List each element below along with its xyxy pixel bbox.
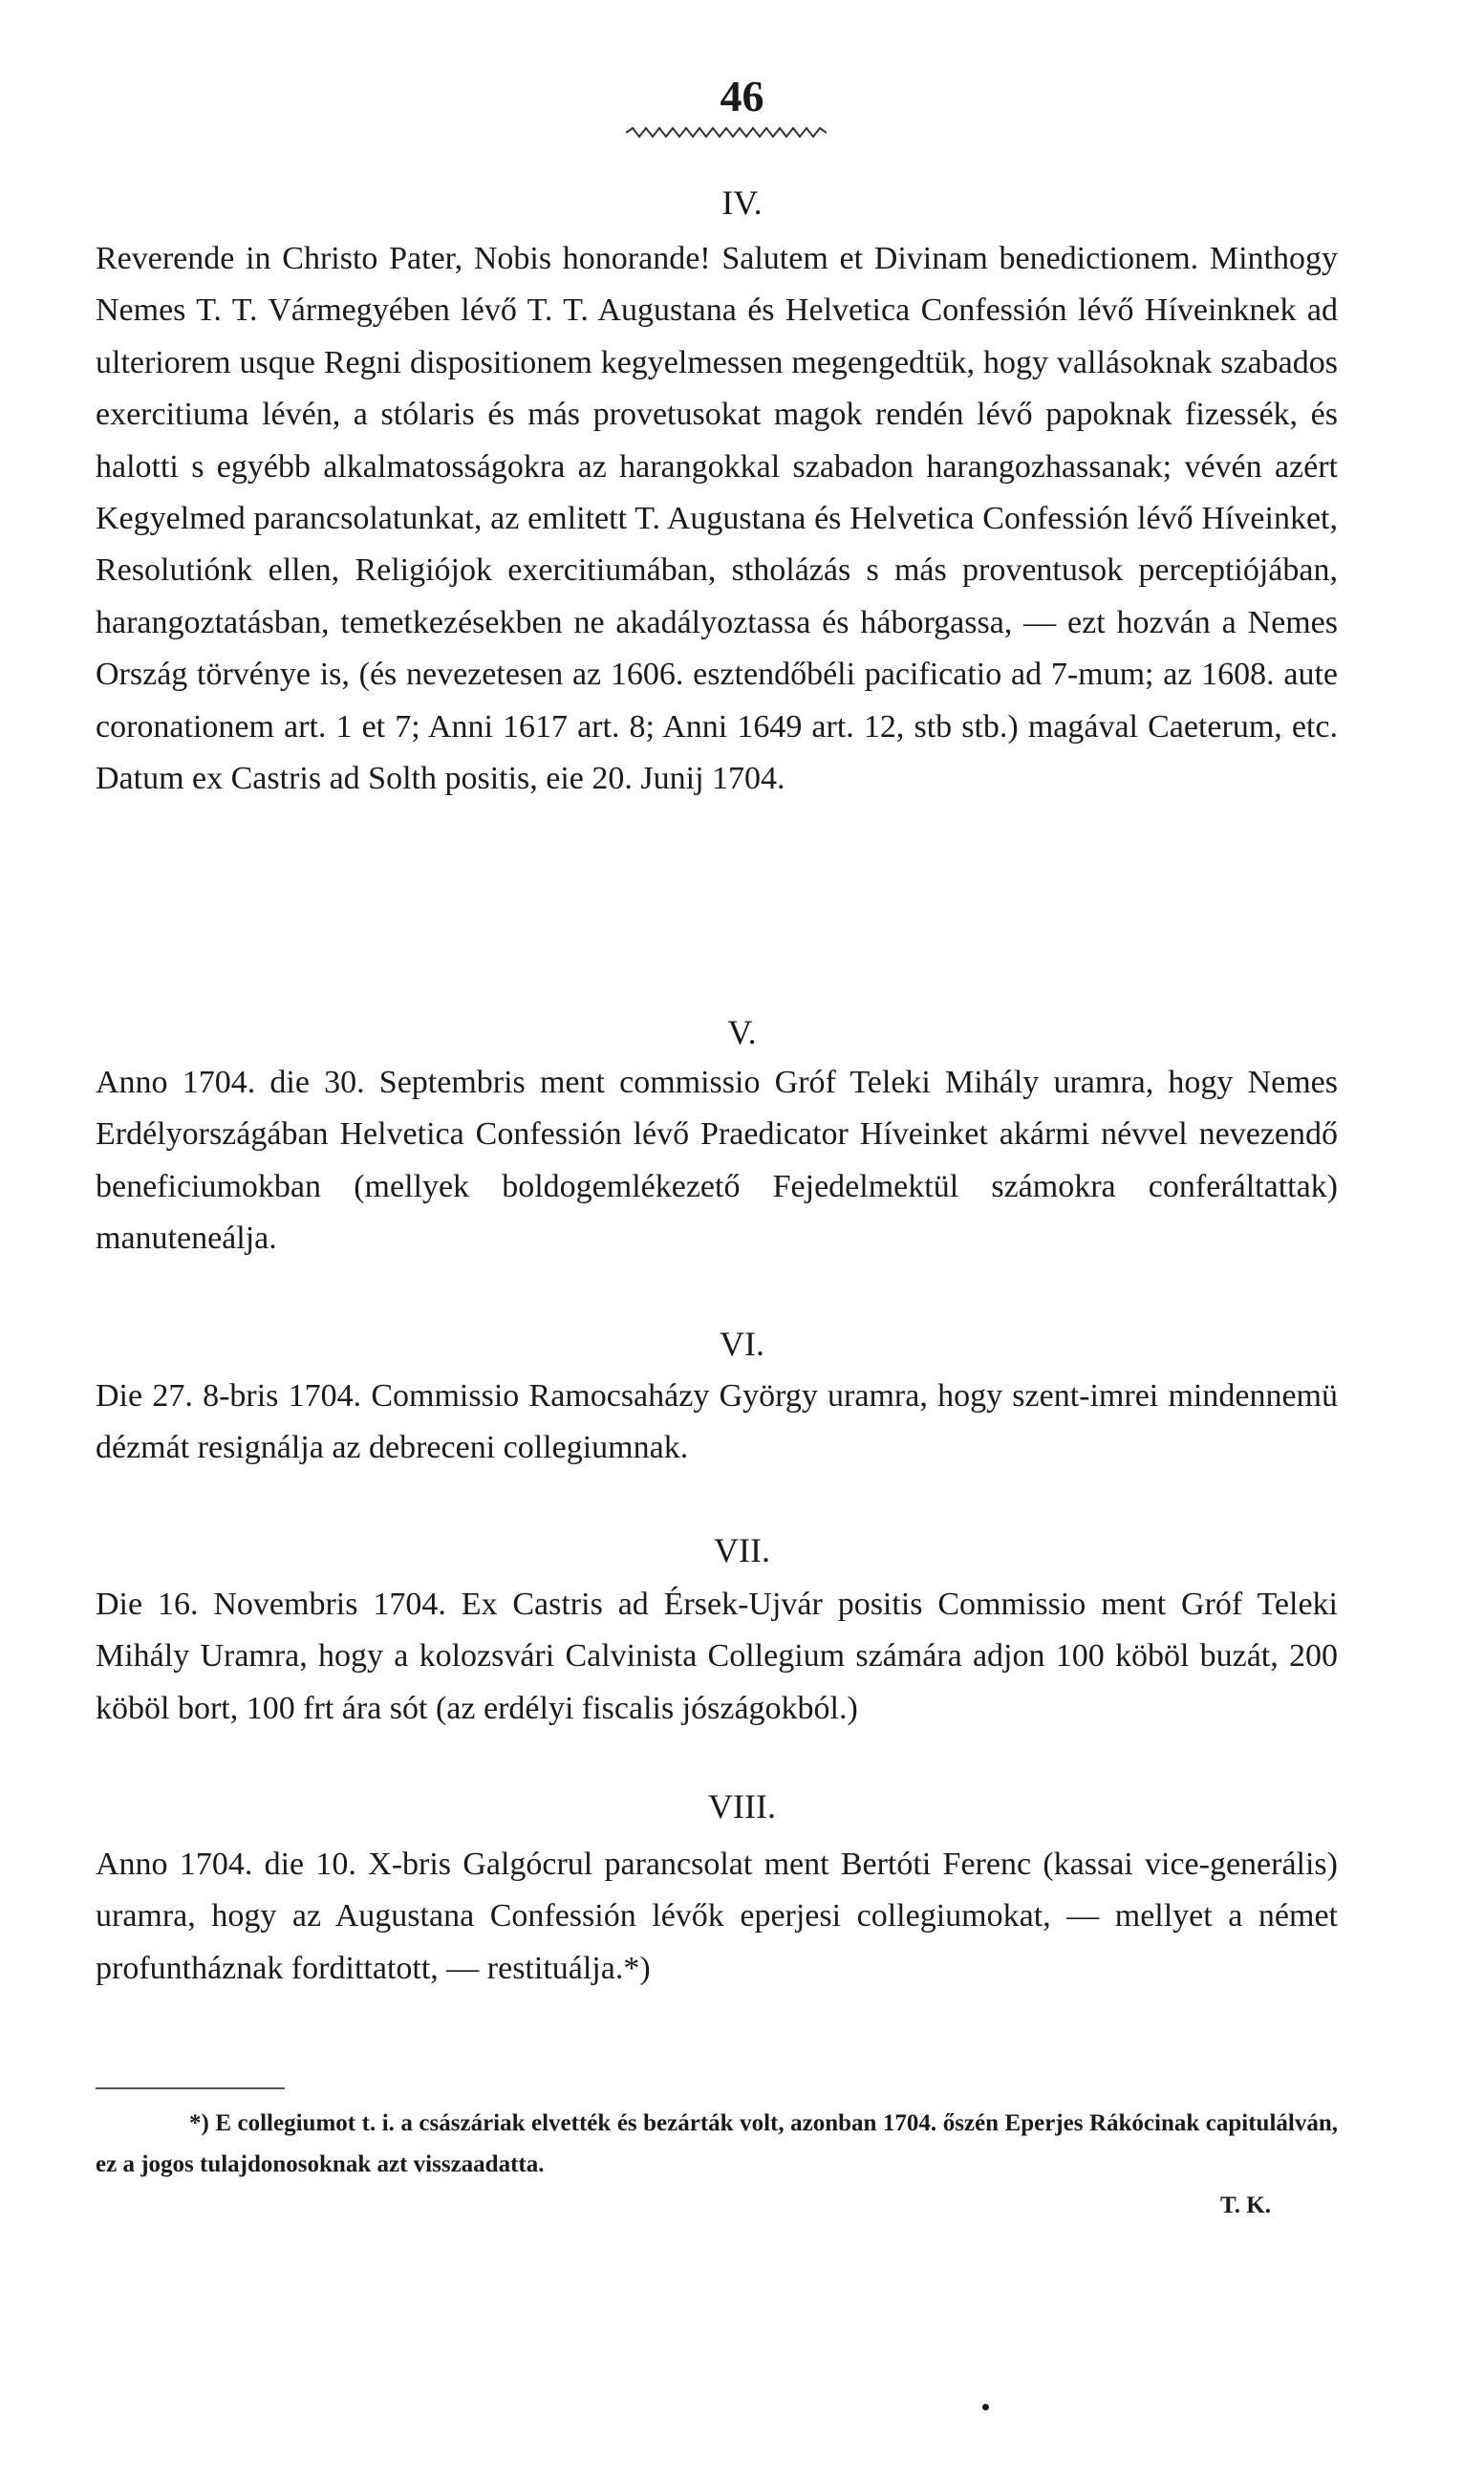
section-heading-iv: IV. <box>721 184 763 222</box>
section-iv-paragraph: Reverende in Christo Pater, Nobis honorande! Salutem et Divinam benedictionem. Minthogy Nemes T. T. Vármegyében lévő T. T. Augustana és Helvetica Confessión lévő Híveinknek ad ulteriorem usque Regni dispositionem kegyelmessen megengedtük, hogy vallásoknak szabados exercitiuma lévén, a stólaris és más provetusokat magok rendén lévő papoknak fizessék, és halotti s egyébb alkalmatosságokra az harangokkal szabadon harangozhassanak; vévén azért Kegyelmed parancsolatunkat, az emlitett T. Augustana és Helvetica Confessión lévő Híveinket, Resolutiónk ellen, Religiójok exercitiumában, stholázás s más proventusok perceptiójában, harangoztatásban, temetkezésekben ne akadályoztassa és háborgassa, — ezt hozván a Nemes Ország törvénye is, (és nevezetesen az 1606. esztendőbéli pacificatio ad 7-mum; az 1608. aute coronationem art. 1 et 7; Anni 1617 art. 8; Anni 1649 art. 12, stb stb.) magával Caeterum, etc. Datum ex Castris ad Solth positis, eie 20. Junij 1704. <box>96 241 1338 797</box>
section-heading-viii: VIII. <box>708 1787 776 1826</box>
section-v-paragraph: Anno 1704. die 30. Septembris ment commissio Gróf Teleki Mihály uramra, hogy Nemes Erdélyországában Helvetica Confessión lévő Praedicator Híveinket akármi névvel nevezendő beneficiumokban (mellyek boldogemlékezető Fejedelmektül számokra conferáltattak) manuteneálja. <box>96 1065 1338 1257</box>
section-vi-paragraph: Die 27. 8-bris 1704. Commissio Ramocsaházy György uramra, hogy szent-imrei mindennemü dézmát resignálja az debreceni collegiumnak. <box>96 1378 1338 1466</box>
printer-dot-mark <box>982 2404 989 2410</box>
ornament-wavy-line <box>626 126 827 140</box>
footnote-text: *) E collegiumot t. i. a császáriak elvették és bezárták volt, azonban 1704. őszén Eperjes Rákócinak capitulálván, ez a jogos tulajdonosoknak azt visszaadatta. <box>96 2110 1338 2177</box>
section-heading-vi: VI. <box>720 1325 764 1363</box>
footnote <box>96 2103 1338 2226</box>
section-heading-v: V. <box>727 1013 757 1051</box>
section-heading-vii: VII. <box>714 1531 770 1569</box>
page-number: 46 <box>720 72 764 120</box>
section-vii-paragraph: Die 16. Novembris 1704. Ex Castris ad Érsek-Ujvár positis Commissio ment Gróf Teleki Mihály Uramra, hogy a kolozsvári Calvinista Collegium számára adjon 100 köböl buzát, 200 köböl bort, 100 frt ára sót (az erdélyi fiscalis jószágokból.) <box>96 1587 1338 1726</box>
footnote-signature: T. K. <box>1219 2193 1271 2218</box>
footnote-rule <box>96 2087 285 2089</box>
section-viii-paragraph: Anno 1704. die 10. X-bris Galgócrul parancsolat ment Bertóti Ferenc (kassai vice-generális) uramra, hogy az Augustana Confessión lévők eperjesi collegiumokat, — mellyet a német profuntháznak fordittatott, — restituálja.*) <box>96 1847 1338 1986</box>
